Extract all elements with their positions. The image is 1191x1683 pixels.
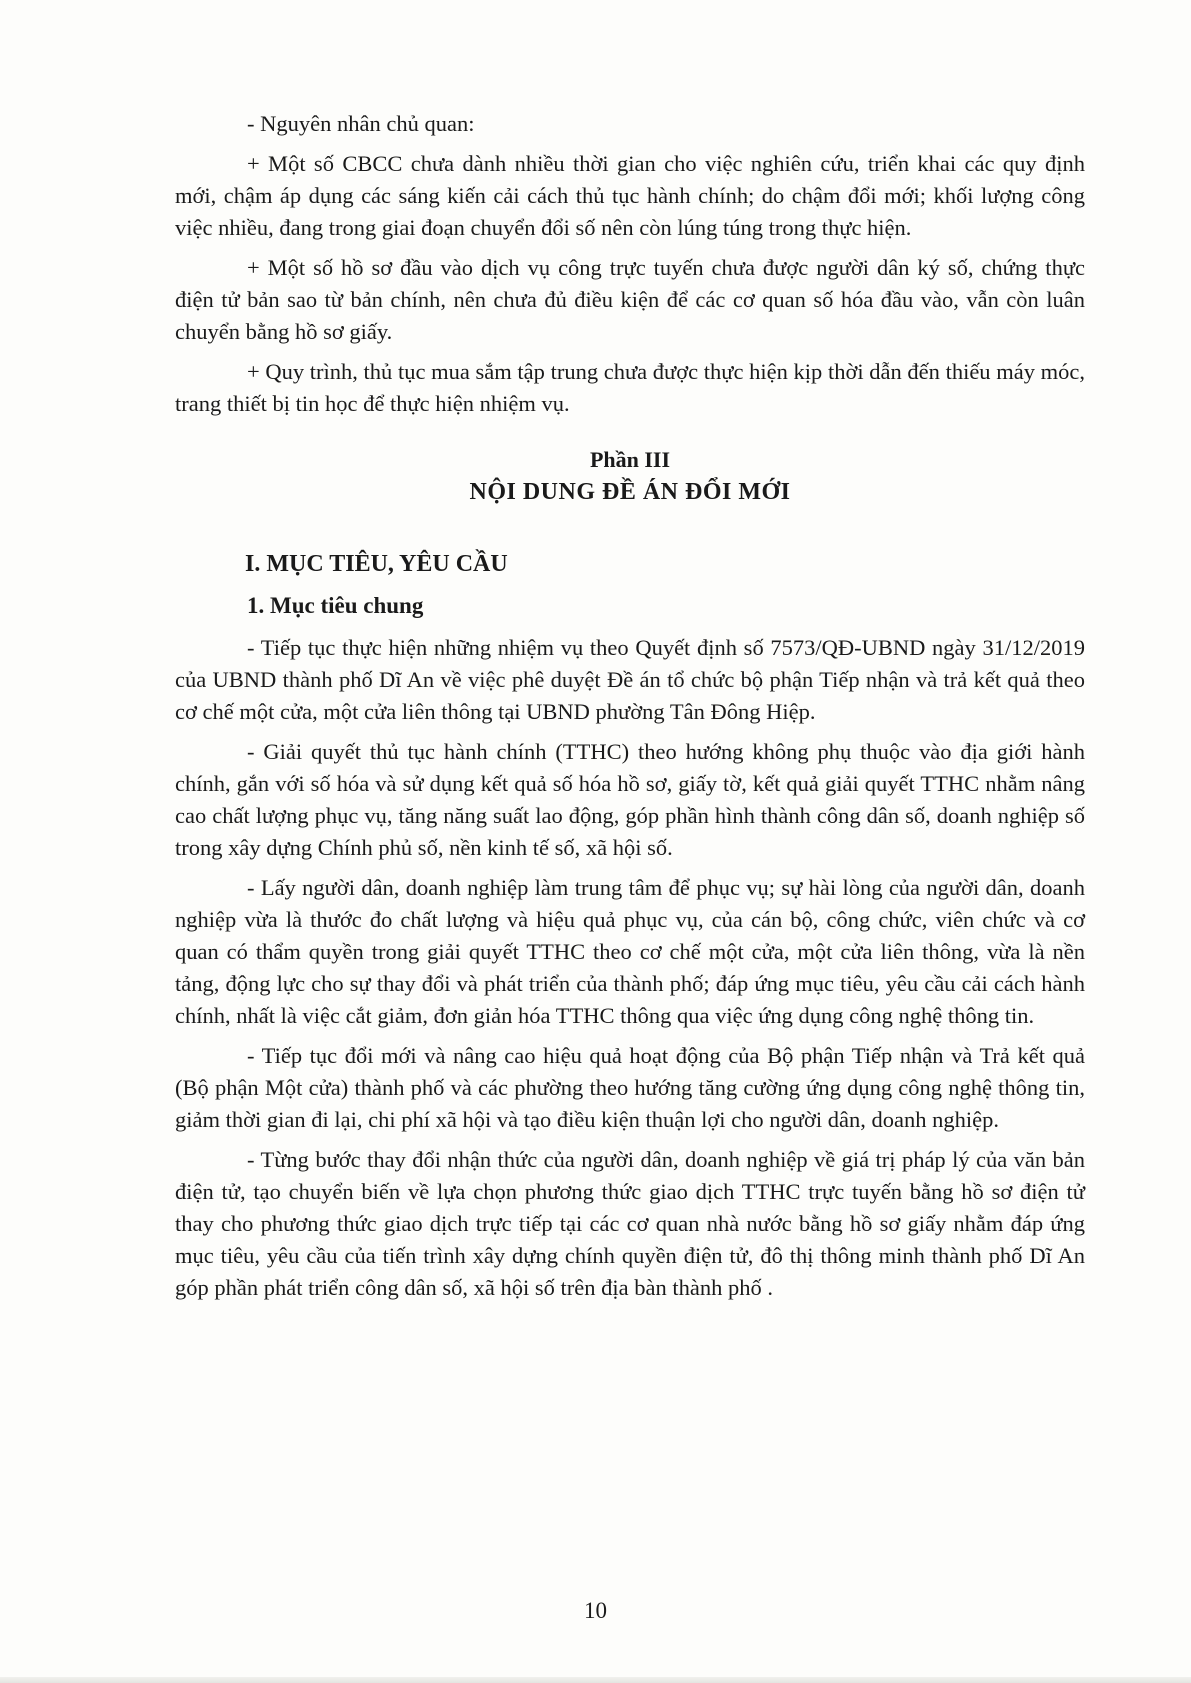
paragraph-subjective-causes: - Nguyên nhân chủ quan: bbox=[247, 111, 475, 136]
page-number: 10 bbox=[584, 1598, 607, 1623]
paragraph-cbcc-cause: + Một số CBCC chưa dành nhiều thời gian cho việc nghiên cứu, triển khai các quy định mới, chậm áp dụng các sáng kiến cải cách thủ tục hành chính; do chậm đổi mới; khối lượng công việc nhiều, đang trong giai đoạn chuyển đổi số nên còn lúng túng trong thực hiện. bbox=[175, 151, 1085, 240]
paragraph-procurement-cause: + Quy trình, thủ tục mua sắm tập trung chưa được thực hiện kịp thời dẫn đến thiếu máy móc, trang thiết bị tin học để thực hiện nhiệm vụ. bbox=[175, 359, 1085, 416]
document-body bbox=[175, 108, 1085, 1312]
section-heading: I. MỤC TIÊU, YÊU CẦU bbox=[245, 551, 508, 577]
paragraph-goal-one-stop: - Tiếp tục đổi mới và nâng cao hiệu quả hoạt động của Bộ phận Tiếp nhận và Trả kết quả (Bộ phận Một cửa) thành phố và các phường theo hướng tăng cường ứng dụng công nghệ thông tin, giảm thời gian đi lại, chi phí xã hội và tạo điều kiện thuận lợi cho người dân, doanh nghiệp. bbox=[175, 1043, 1085, 1132]
paragraph-goal-citizen-centered: - Lấy người dân, doanh nghiệp làm trung tâm để phục vụ; sự hài lòng của người dân, doanh nghiệp vừa là thước đo chất lượng và hiệu quả phục vụ, của cán bộ, công chức, viên chức và cơ quan có thẩm quyền trong giải quyết TTHC theo cơ chế một cửa, một cửa liên thông, vừa là nền tảng, động lực cho sự thay đổi và phát triển của thành phố; đáp ứng mục tiêu, yêu cầu cải cách hành chính, nhất là việc cắt giảm, đơn giản hóa TTHC thông qua việc ứng dụng công nghệ thông tin. bbox=[175, 875, 1085, 1028]
paragraph-goal-awareness: - Từng bước thay đổi nhận thức của người dân, doanh nghiệp về giá trị pháp lý của văn bản điện tử, tạo chuyển biến về lựa chọn phương thức giao dịch TTHC trực tuyến bằng hồ sơ điện tử thay cho phương thức giao dịch trực tiếp tại các cơ quan nhà nước bằng hồ sơ giấy nhằm đáp ứng mục tiêu, yêu cầu của tiến trình xây dựng chính quyền điện tử, đô thị thông minh thành phố Dĩ An góp phần phát triển công dân số, xã hội số trên địa bàn thành phố . bbox=[175, 1147, 1085, 1300]
paragraph-goal-decision: - Tiếp tục thực hiện những nhiệm vụ theo Quyết định số 7573/QĐ-UBND ngày 31/12/2019 của UBND thành phố Dĩ An về việc phê duyệt Đề án tổ chức bộ phận Tiếp nhận và trả kết quả theo cơ chế một cửa, một cửa liên thông tại UBND phường Tân Đông Hiệp. bbox=[175, 635, 1085, 724]
paragraph-online-records-cause: + Một số hồ sơ đầu vào dịch vụ công trực tuyến chưa được người dân ký số, chứng thực điện tử bản sao từ bản chính, nên chưa đủ điều kiện để các cơ quan số hóa đầu vào, vẫn còn luân chuyển bằng hồ sơ giấy. bbox=[175, 255, 1085, 344]
scan-edge bbox=[0, 1677, 1191, 1683]
part-subtitle: NỘI DUNG ĐỀ ÁN ĐỔI MỚI bbox=[469, 479, 791, 505]
subsection-heading: 1. Mục tiêu chung bbox=[247, 593, 424, 618]
part-title: Phần III bbox=[589, 447, 671, 472]
paragraph-goal-tthc: - Giải quyết thủ tục hành chính (TTHC) theo hướng không phụ thuộc vào địa giới hành chính, gắn với số hóa và sử dụng kết quả số hóa hồ sơ, giấy tờ, kết quả giải quyết TTHC nhằm nâng cao chất lượng phục vụ, tăng năng suất lao động, góp phần hình thành công dân số, doanh nghiệp số trong xây dựng Chính phủ số, nền kinh tế số, xã hội số. bbox=[175, 739, 1085, 860]
